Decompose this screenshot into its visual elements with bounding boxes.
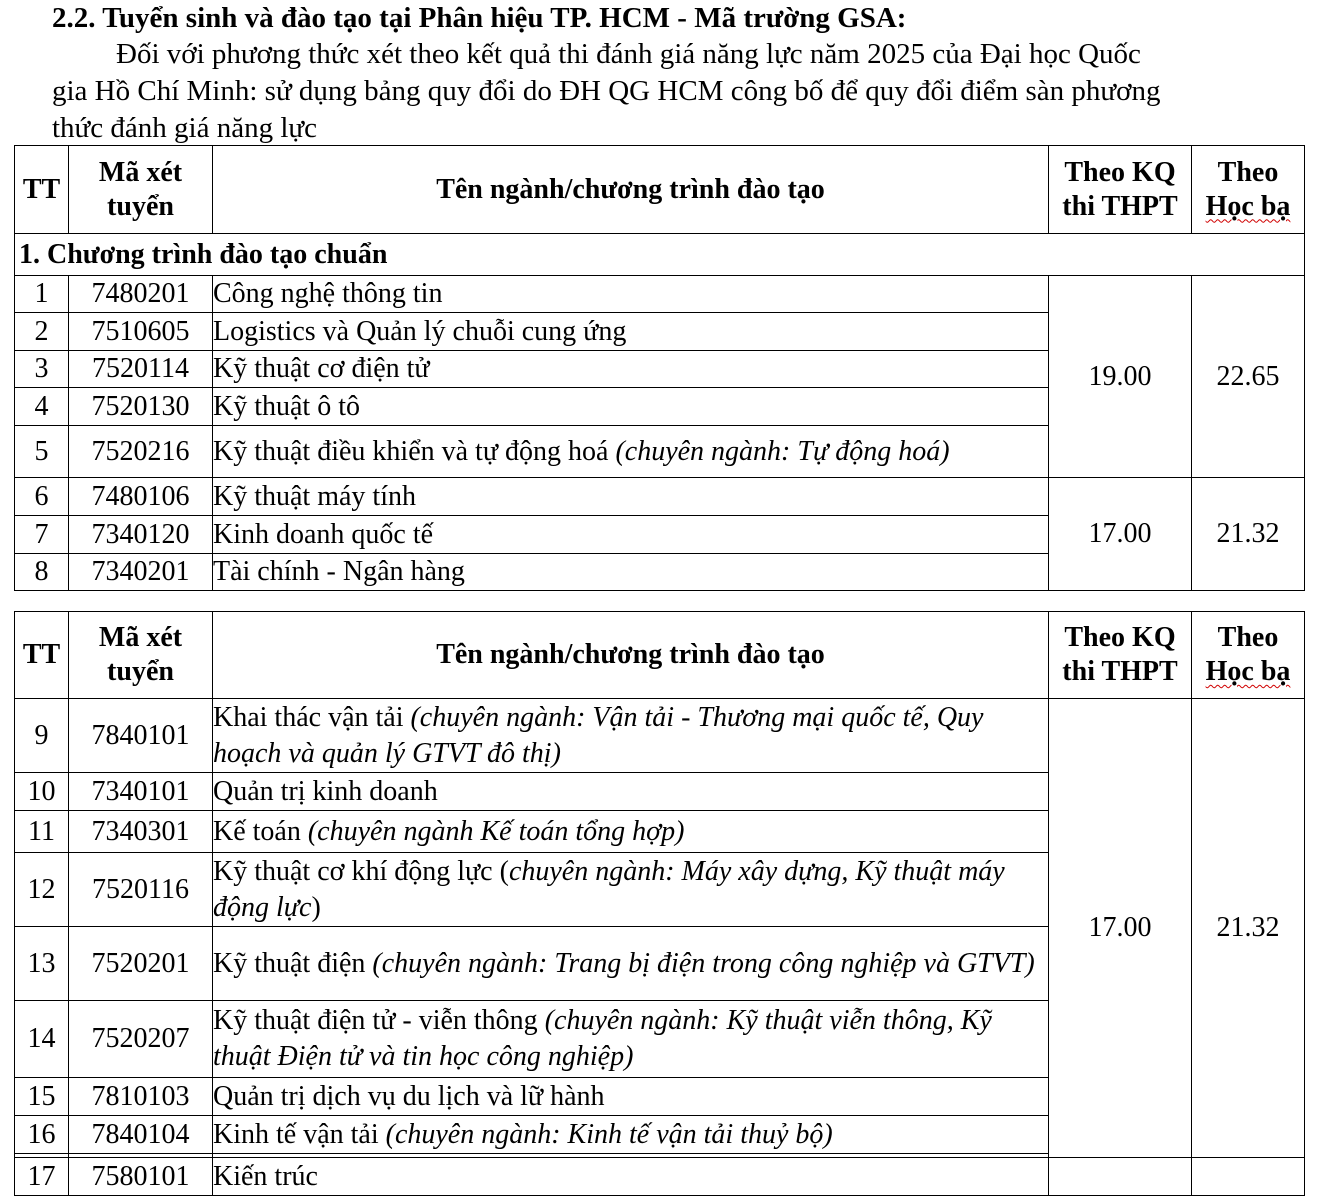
admission-table-page-1 — [14, 145, 1305, 591]
program-name: Kế toán — [213, 815, 308, 847]
row-name — [213, 1001, 1049, 1078]
row-name — [213, 1158, 1049, 1196]
program-name: Kỹ thuật máy tính — [213, 480, 416, 512]
col-header-thpt-line2: thi THPT — [1062, 190, 1178, 222]
score-hocba-group-4 — [1192, 1158, 1305, 1196]
row-tt: 9 — [15, 699, 69, 773]
row-name — [213, 773, 1049, 811]
score-hocba-group-3: 21.32 — [1192, 699, 1305, 1158]
table-row — [15, 478, 1305, 516]
row-name — [213, 313, 1049, 351]
table-header-row — [15, 612, 1305, 699]
row-code: 7580101 — [69, 1158, 213, 1196]
row-tt: 17 — [15, 1158, 69, 1196]
col-header-code-line1: Mã xét — [98, 622, 183, 653]
program-name: Khai thác vận tải — [213, 701, 411, 733]
col-header-name: Tên ngành/chương trình đào tạo — [213, 612, 1049, 699]
col-header-hocba — [1192, 612, 1305, 699]
section-label: 1. Chương trình đào tạo chuẩn — [15, 234, 1305, 276]
program-name: Quản trị dịch vụ du lịch và lữ hành — [213, 1080, 605, 1112]
row-tt: 8 — [15, 554, 69, 591]
row-code: 7520201 — [69, 927, 213, 1001]
program-specialization: (chuyên ngành: Kỹ thuật viễn thông, Kỹ thuật Điện tử và tin học công nghiệp) — [213, 1005, 992, 1072]
col-header-tt: TT — [15, 146, 69, 234]
row-code: 7480201 — [69, 276, 213, 313]
row-tt: 11 — [15, 811, 69, 853]
intro-line-2: gia Hồ Chí Minh: sử dụng bảng quy đổi do ĐH QG HCM công bố để quy đổi điểm sàn phương — [52, 75, 1161, 107]
col-header-name: Tên ngành/chương trình đào tạo — [213, 146, 1049, 234]
col-header-code-line2: tuyển — [107, 656, 174, 687]
row-tt: 13 — [15, 927, 69, 1001]
score-thpt-group-1: 19.00 — [1049, 276, 1192, 478]
row-tt: 14 — [15, 1001, 69, 1078]
row-code: 7520116 — [69, 853, 213, 927]
row-code: 7340301 — [69, 811, 213, 853]
row-tt: 6 — [15, 478, 69, 516]
row-name — [213, 478, 1049, 516]
col-header-code-line1: Mã xét — [98, 156, 183, 188]
col-header-tt: TT — [15, 612, 69, 699]
row-code: 7340101 — [69, 773, 213, 811]
program-name: Kiến trúc — [213, 1160, 318, 1192]
program-name: Kinh tế vận tải — [213, 1118, 386, 1150]
row-tt: 15 — [15, 1078, 69, 1116]
row-name — [213, 351, 1049, 388]
score-thpt-group-2: 17.00 — [1049, 478, 1192, 591]
col-header-hocba-line1: Theo — [1217, 156, 1279, 188]
table-header-row — [15, 146, 1305, 234]
col-header-hocba-line2: Học bạ — [1205, 656, 1291, 687]
section-row — [15, 234, 1305, 276]
row-code: 7340201 — [69, 554, 213, 591]
program-name: Kỹ thuật cơ khí động lực ( — [213, 855, 509, 887]
row-code: 7520216 — [69, 426, 213, 478]
row-name — [213, 426, 1049, 478]
row-code: 7510605 — [69, 313, 213, 351]
program-name: Kỹ thuật điện tử - viễn thông — [213, 1005, 545, 1036]
row-name — [213, 1116, 1049, 1154]
program-name: Kỹ thuật ô tô — [213, 390, 360, 422]
section-title: 2.2. Tuyển sinh và đào tạo tại Phân hiệu TP. HCM - Mã trường GSA: — [52, 2, 907, 34]
col-header-thpt-line1: Theo KQ — [1064, 622, 1176, 653]
col-header-code — [69, 146, 213, 234]
program-name: Kỹ thuật điện — [213, 947, 373, 979]
row-code: 7520207 — [69, 1001, 213, 1078]
row-code: 7810103 — [69, 1078, 213, 1116]
table-row — [15, 1158, 1305, 1196]
row-tt: 7 — [15, 516, 69, 554]
admission-table-page-2 — [14, 611, 1305, 1196]
row-name — [213, 699, 1049, 773]
row-name — [213, 276, 1049, 313]
intro-line-1: Đối với phương thức xét theo kết quả thi đánh giá năng lực năm 2025 của Đại học Quốc — [116, 38, 1141, 70]
program-specialization: (chuyên ngành: Kinh tế vận tải thuỷ bộ) — [385, 1118, 833, 1150]
row-name — [213, 927, 1049, 1001]
row-name — [213, 853, 1049, 927]
program-name: Kỹ thuật điều khiển và tự động hoá — [213, 435, 616, 467]
col-header-thpt — [1049, 146, 1192, 234]
program-specialization: (chuyên ngành: Tự động hoá) — [615, 435, 950, 467]
row-tt: 1 — [15, 276, 69, 313]
row-tt: 2 — [15, 313, 69, 351]
row-code: 7520114 — [69, 351, 213, 388]
table-row — [15, 276, 1305, 313]
col-header-hocba-line2: Học bạ — [1205, 190, 1291, 222]
row-code: 7840104 — [69, 1116, 213, 1154]
row-tt: 12 — [15, 853, 69, 927]
row-code: 7480106 — [69, 478, 213, 516]
row-code: 7340120 — [69, 516, 213, 554]
program-name: Công nghệ thông tin — [213, 278, 443, 309]
row-tt: 10 — [15, 773, 69, 811]
page-break — [0, 592, 1318, 611]
program-name: Tài chính - Ngân hàng — [213, 556, 465, 587]
row-tt: 16 — [15, 1116, 69, 1154]
program-specialization: (chuyên ngành: Vận tải - Thương mại quốc tế, Quy hoạch và quản lý GTVT đô thị) — [213, 701, 984, 769]
col-header-hocba-line1: Theo — [1217, 622, 1279, 653]
col-header-hocba — [1192, 146, 1305, 234]
col-header-thpt-line2: thi THPT — [1062, 656, 1178, 687]
program-specialization: (chuyên ngành: Trang bị điện trong công nghiệp và GTVT) — [372, 947, 1035, 979]
program-name: Kinh doanh quốc tế — [213, 518, 434, 550]
row-name — [213, 811, 1049, 853]
program-name: Quản trị kinh doanh — [213, 775, 438, 807]
row-tt: 5 — [15, 426, 69, 478]
program-name: Logistics và Quản lý chuỗi cung ứng — [213, 315, 627, 347]
row-name — [213, 388, 1049, 426]
col-header-thpt-line1: Theo KQ — [1064, 156, 1176, 188]
score-thpt-group-4 — [1049, 1158, 1192, 1196]
score-hocba-group-1: 22.65 — [1192, 276, 1305, 478]
score-thpt-group-3: 17.00 — [1049, 699, 1192, 1158]
row-name — [213, 1078, 1049, 1116]
program-name: Kỹ thuật cơ điện tử — [213, 353, 430, 384]
row-tt: 4 — [15, 388, 69, 426]
score-hocba-group-2: 21.32 — [1192, 478, 1305, 591]
col-header-thpt — [1049, 612, 1192, 699]
col-header-code-line2: tuyển — [107, 190, 174, 222]
row-code: 7520130 — [69, 388, 213, 426]
row-name — [213, 516, 1049, 554]
row-tt: 3 — [15, 351, 69, 388]
intro-line-3: thức đánh giá năng lực — [52, 112, 317, 144]
table-row — [15, 699, 1305, 773]
row-name — [213, 554, 1049, 591]
program-specialization: chuyên ngành: Máy xây dựng, Kỹ thuật máy động lực — [213, 855, 1005, 923]
col-header-code — [69, 612, 213, 699]
program-specialization: (chuyên ngành Kế toán tổng hợp) — [307, 815, 685, 847]
program-name-tail: ) — [311, 891, 321, 923]
row-code: 7840101 — [69, 699, 213, 773]
